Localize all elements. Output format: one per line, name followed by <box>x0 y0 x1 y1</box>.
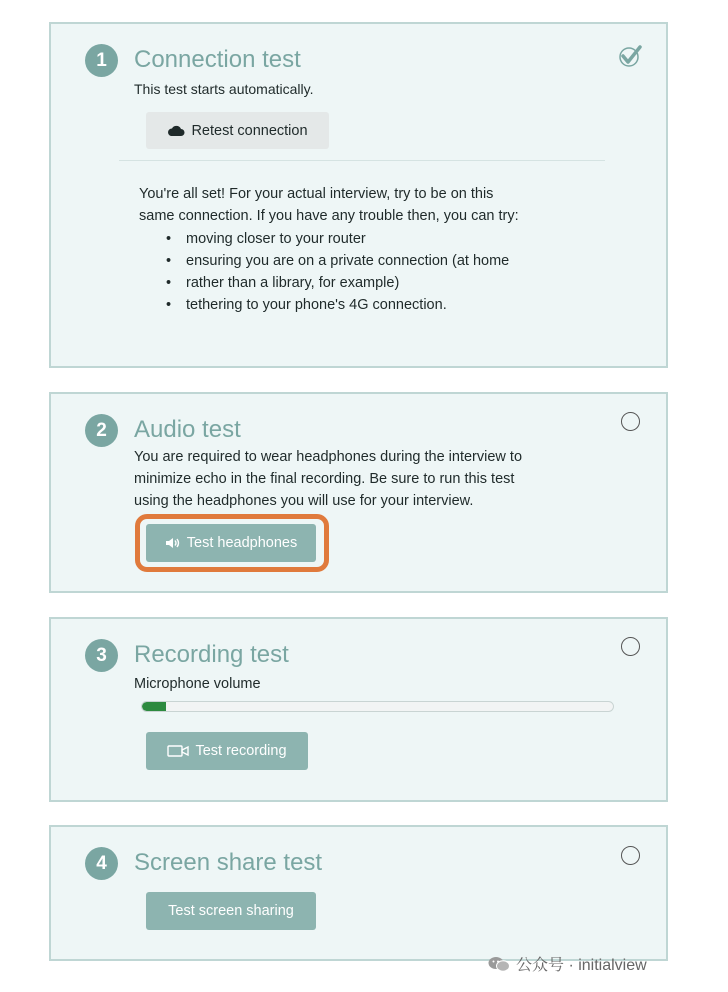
step-number-badge: 2 <box>85 414 118 447</box>
status-radio <box>621 412 640 431</box>
volume-level-fill <box>142 702 166 711</box>
test-recording-label: Test recording <box>195 743 287 759</box>
audio-test-card <box>49 392 668 593</box>
watermark-text: 公众号 · initialview <box>516 957 647 974</box>
wechat-icon <box>488 956 510 972</box>
connection-tips-list <box>166 228 509 316</box>
test-headphones-button[interactable] <box>146 524 316 562</box>
test-recording-button[interactable] <box>146 732 308 770</box>
tip-continuation <box>166 272 509 294</box>
cloud-icon <box>167 125 185 137</box>
status-radio <box>621 846 640 865</box>
section-divider <box>119 160 605 161</box>
status-radio <box>621 637 640 656</box>
test-screen-sharing-label: Test screen sharing <box>168 903 294 919</box>
screen-share-test-card <box>49 825 668 961</box>
audio-description-line3: using the headphones you will use for your interview. <box>134 493 474 509</box>
connection-test-subtitle: This test starts automatically. <box>134 81 314 97</box>
camera-icon <box>167 744 189 758</box>
test-screen-sharing-button[interactable] <box>146 892 316 930</box>
step-number-badge: 1 <box>85 44 118 77</box>
connection-message-line1: You're all set! For your actual interview, try to be on this <box>139 186 494 202</box>
watermark <box>488 952 647 975</box>
tip-continuation-text: rather than a library, for example) <box>186 275 400 291</box>
tip-text: ensuring you are on a private connection (at home <box>186 253 510 269</box>
connection-test-title: Connection test <box>134 46 301 73</box>
retest-connection-button[interactable] <box>146 112 329 149</box>
microphone-volume-meter <box>141 701 614 712</box>
step-number-badge: 3 <box>85 639 118 672</box>
list-item: • moving closer to your router <box>166 228 509 250</box>
speaker-icon <box>165 537 181 549</box>
audio-description-line2: minimize echo in the final recording. Be sure to run this test <box>134 471 515 487</box>
list-item <box>166 250 509 272</box>
audio-test-title: Audio test <box>134 416 241 443</box>
screen-share-test-title: Screen share test <box>134 849 323 876</box>
connection-message-line2: same connection. If you have any trouble then, you can try: <box>139 208 519 224</box>
retest-connection-label: Retest connection <box>191 122 308 139</box>
checkmark-complete-icon <box>618 44 642 68</box>
list-item: • tethering to your phone's 4G connection. <box>166 294 509 316</box>
audio-description-line1: You are required to wear headphones during the interview to <box>134 449 523 465</box>
step-number-badge: 4 <box>85 847 118 880</box>
connection-test-card <box>49 22 668 368</box>
recording-test-title: Recording test <box>134 641 289 668</box>
test-headphones-label: Test headphones <box>186 535 298 551</box>
microphone-volume-label: Microphone volume <box>134 676 261 692</box>
recording-test-card <box>49 617 668 802</box>
